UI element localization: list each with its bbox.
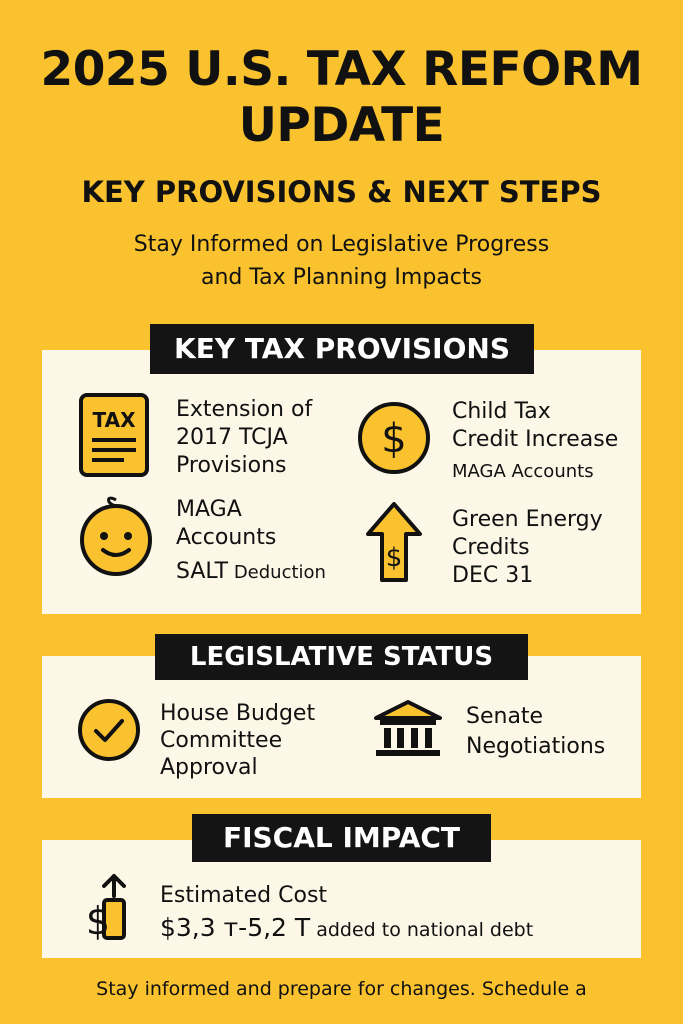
estimated-cost-amount: $3,3 т-5,2 T — [160, 913, 311, 942]
baby-face-icon — [76, 496, 156, 578]
tax-icon-text: TAX — [92, 408, 136, 432]
up-arrow-dollar-icon — [364, 500, 424, 584]
estimated-cost-label: Estimated Cost — [160, 883, 328, 908]
page-title — [0, 42, 683, 154]
title-line-2: UPDATE — [238, 98, 445, 153]
tax-document-icon — [78, 392, 150, 478]
provisions-heading: KEY TAX PROVISIONS — [150, 324, 534, 374]
svg-text:$: $ — [385, 543, 403, 573]
svg-text:$: $ — [381, 416, 407, 462]
provision-child-tax-credit: Child Tax Credit Increase MAGA Accounts — [452, 399, 619, 482]
provision-maga-accounts: MAGA Accounts SALT Deduction — [176, 497, 326, 584]
estimated-cost-description: added to national debt — [310, 919, 534, 941]
fiscal-heading: FISCAL IMPACT — [192, 814, 491, 862]
fiscal-estimated-cost — [160, 882, 533, 944]
title-line-1: 2025 U.S. TAX REFORM — [40, 42, 643, 97]
status-house-budget: House Budget Committee Approval — [160, 701, 316, 780]
provision-green-energy: Green Energy Credits DEC 31 — [452, 507, 603, 588]
tagline-line-2: and Tax Planning Impacts — [201, 265, 482, 290]
salt-label: SALT — [176, 559, 229, 584]
footer-text: Stay informed and prepare for changes. Schedule a — [96, 978, 587, 1000]
dollar-coin-icon — [356, 400, 432, 476]
dollar-growth-icon — [82, 872, 134, 942]
provision-tcja: Extension of 2017 TCJA Provisions — [176, 397, 313, 478]
page-subtitle: KEY PROVISIONS & NEXT STEPS — [81, 175, 602, 209]
check-circle-icon — [76, 697, 142, 763]
tagline-line-1: Stay Informed on Legislative Progress — [133, 232, 550, 257]
svg-text:$: $ — [85, 899, 111, 942]
capitol-building-icon — [372, 698, 444, 758]
tagline — [0, 228, 683, 294]
salt-deduction-label: Deduction — [228, 562, 326, 583]
legislative-heading: LEGISLATIVE STATUS — [155, 634, 528, 680]
status-senate: Senate Negotiations — [466, 704, 606, 759]
